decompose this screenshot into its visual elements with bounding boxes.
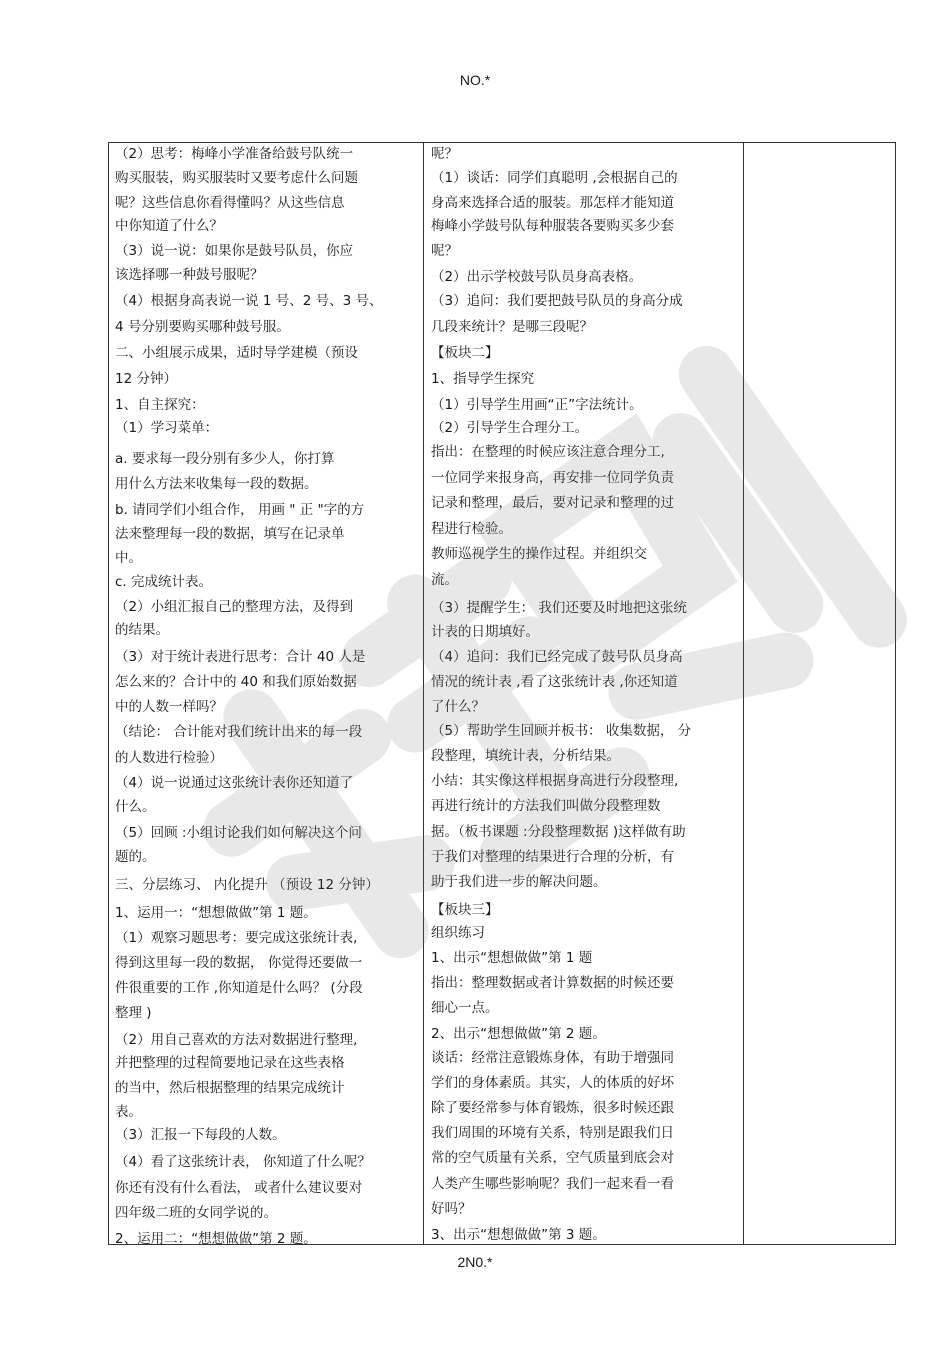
text-line: 助于我们进一步的解决问题。 — [431, 874, 607, 890]
text-line: 情况的统计表 ,看了这张统计表 ,你还知道 — [431, 674, 678, 690]
text-line: （4）看了这张统计表， 你知道了什么呢？ — [115, 1154, 371, 1170]
text-line: 1、指导学生探究 — [431, 371, 535, 387]
text-line: 三、分层练习、 内化提升 （预设 12 分钟） — [115, 877, 379, 893]
text-line: 法来整理每一段的数据，填写在记录单 — [115, 526, 345, 542]
text-line: 该选择哪一种鼓号服呢？ — [115, 267, 264, 283]
text-line: （1）谈话：同学们真聪明 ,会根据自己的 — [431, 170, 678, 186]
text-line: 再进行统计的方法我们叫做分段整理数 — [431, 798, 661, 814]
text-line: 一位同学来报身高，再安排一位同学负责 — [431, 470, 674, 486]
text-line: 并把整理的过程简要地记录在这些表格 — [115, 1055, 345, 1071]
text-line: 四年级二班的女同学说的。 — [115, 1205, 277, 1221]
text-line: （结论： 合计能对我们统计出来的每一段 — [115, 724, 363, 740]
text-line: 的结果。 — [115, 622, 169, 638]
text-line: 程进行检验。 — [431, 521, 512, 537]
text-line: 2、出示“想想做做”第 2 题。 — [431, 1026, 606, 1042]
text-line: 12 分钟） — [115, 371, 177, 387]
text-line: 呢？这些信息你看得懂吗？从这些信息 — [115, 195, 345, 211]
text-line: 常的空气质量有关系，空气质量到底会对 — [431, 1150, 674, 1166]
text-line: 谈话：经常注意锻炼身体，有助于增强同 — [431, 1050, 674, 1066]
text-line: 1、出示“想想做做”第 1 题 — [431, 950, 593, 966]
text-line: 题的。 — [115, 849, 156, 865]
text-line: 3、出示“想想做做”第 3 题。 — [431, 1227, 606, 1243]
text-line: （3）对于统计表进行思考：合计 40 人是 — [115, 649, 366, 665]
text-line: 件很重要的工作 ,你知道是什么吗？ (分段 — [115, 980, 363, 996]
text-line: 什么。 — [115, 799, 156, 815]
text-line: 指出：整理数据或者计算数据的时候还要 — [431, 975, 674, 991]
text-line: 的当中，然后根据整理的结果完成统计 — [115, 1080, 345, 1096]
text-line: 怎么来的？合计中的 40 和我们原始数据 — [115, 674, 357, 690]
text-line: （4）根据身高表说一说 1 号、2 号、3 号、 — [115, 293, 383, 309]
text-line: 二、小组展示成果，适时导学建模（预设 — [115, 345, 358, 361]
text-line: 用什么方法来收集每一段的数据。 — [115, 476, 318, 492]
text-line: 我们周围的环境有关系，特别是跟我们日 — [431, 1125, 674, 1141]
text-line: 呢？ — [431, 146, 458, 162]
page-number-top: NO.* — [459, 72, 491, 88]
text-line: 记录和整理，最后，要对记录和整理的过 — [431, 495, 674, 511]
text-line: （4）追问：我们已经完成了鼓号队员身高 — [431, 649, 683, 665]
text-line: 【板块二】 — [431, 345, 499, 361]
text-line: （1）学习菜单： — [115, 420, 219, 436]
text-line: 指出：在整理的时候应该注意合理分工, — [431, 444, 665, 460]
page-number-bottom: 2N0.* — [457, 1254, 493, 1270]
text-line: 4 号分别要购买哪种鼓号服。 — [115, 319, 290, 335]
text-line: （2）出示学校鼓号队员身高表格。 — [431, 269, 643, 285]
text-line: 了什么？ — [431, 699, 485, 715]
text-line: 梅峰小学鼓号队每种服装各要购买多少套 — [431, 218, 674, 234]
text-line: 好吗？ — [431, 1201, 472, 1217]
lesson-plan-table — [108, 142, 896, 1245]
text-line: 2、运用二：“想想做做”第 2 题。 — [115, 1231, 317, 1247]
text-line: 教师巡视学生的操作过程。并组织交 — [431, 546, 647, 562]
text-line: 于我们对整理的结果进行合理的分析，有 — [431, 849, 674, 865]
text-line: 人类产生哪些影响呢？我们一起来看一看 — [431, 1176, 674, 1192]
text-line: 小结：其实像这样根据身高进行分段整理, — [431, 773, 679, 789]
text-line: （3）提醒学生： 我们还要及时地把这张统 — [431, 600, 687, 616]
text-line: 中你知道了什么？ — [115, 218, 223, 234]
text-line: 表。 — [115, 1104, 142, 1120]
text-line: 计表的日期填好。 — [431, 624, 539, 640]
text-line: 的人数进行检验） — [115, 750, 223, 766]
text-line: 段整理，填统计表，分析结果。 — [431, 748, 620, 764]
text-line: 购买服装，购买服装时又要考虑什么问题 — [115, 170, 358, 186]
column-divider-2 — [743, 143, 744, 1244]
text-line: b. 请同学们小组合作， 用画 " 正 "字的方 — [115, 502, 365, 518]
text-line: （3）追问：我们要把鼓号队员的身高分成 — [431, 293, 683, 309]
text-line: 呢？ — [431, 243, 458, 259]
text-line: 细心一点。 — [431, 1000, 499, 1016]
text-line: （2）引导学生合理分工。 — [431, 420, 589, 436]
text-line: （1）引导学生用画“正”字法统计。 — [431, 397, 643, 413]
column-divider-1 — [423, 143, 424, 1244]
text-line: 得到这里每一段的数据， 你觉得还要做一 — [115, 955, 363, 971]
text-line: 组织练习 — [431, 925, 485, 941]
text-line: （3）说一说：如果你是鼓号队员，你应 — [115, 243, 354, 259]
text-line: （2）小组汇报自己的整理方法，及得到 — [115, 599, 354, 615]
text-line: 流。 — [431, 572, 458, 588]
text-line: 中的人数一样吗？ — [115, 699, 223, 715]
text-line: c. 完成统计表。 — [115, 574, 213, 590]
text-line: 【板块三】 — [431, 902, 499, 918]
text-line: 1、自主探究： — [115, 397, 205, 413]
text-line: （2）思考：梅峰小学准备给鼓号队统一 — [115, 146, 354, 162]
text-line: a. 要求每一段分别有多少人，你打算 — [115, 451, 335, 467]
text-line: 中。 — [115, 550, 142, 566]
text-line: （2）用自己喜欢的方法对数据进行整理, — [115, 1032, 358, 1048]
text-line: （5）帮助学生回顾并板书： 收集数据， 分 — [431, 723, 692, 739]
text-line: 你还有没有什么看法， 或者什么建议要对 — [115, 1180, 363, 1196]
text-line: 学们的身体素质。其实，人的体质的好坏 — [431, 1075, 674, 1091]
text-line: 身高来选择合适的服装。那怎样才能知道 — [431, 195, 674, 211]
text-line: （1）观察习题思考：要完成这张统计表, — [115, 930, 358, 946]
text-line: （3）汇报一下每段的人数。 — [115, 1127, 286, 1143]
text-line: （4）说一说通过这张统计表你还知道了 — [115, 775, 354, 791]
text-line: 几段来统计？是哪三段呢？ — [431, 319, 593, 335]
text-line: 整理 ) — [115, 1005, 152, 1021]
text-line: （5）回顾 :小组讨论我们如何解决这个问 — [115, 825, 362, 841]
text-line: 据。（板书课题 :分段整理数据 )这样做有助 — [431, 824, 686, 840]
text-line: 除了要经常参与体育锻炼，很多时候还跟 — [431, 1100, 674, 1116]
text-line: 1、运用一：“想想做做”第 1 题。 — [115, 905, 317, 921]
